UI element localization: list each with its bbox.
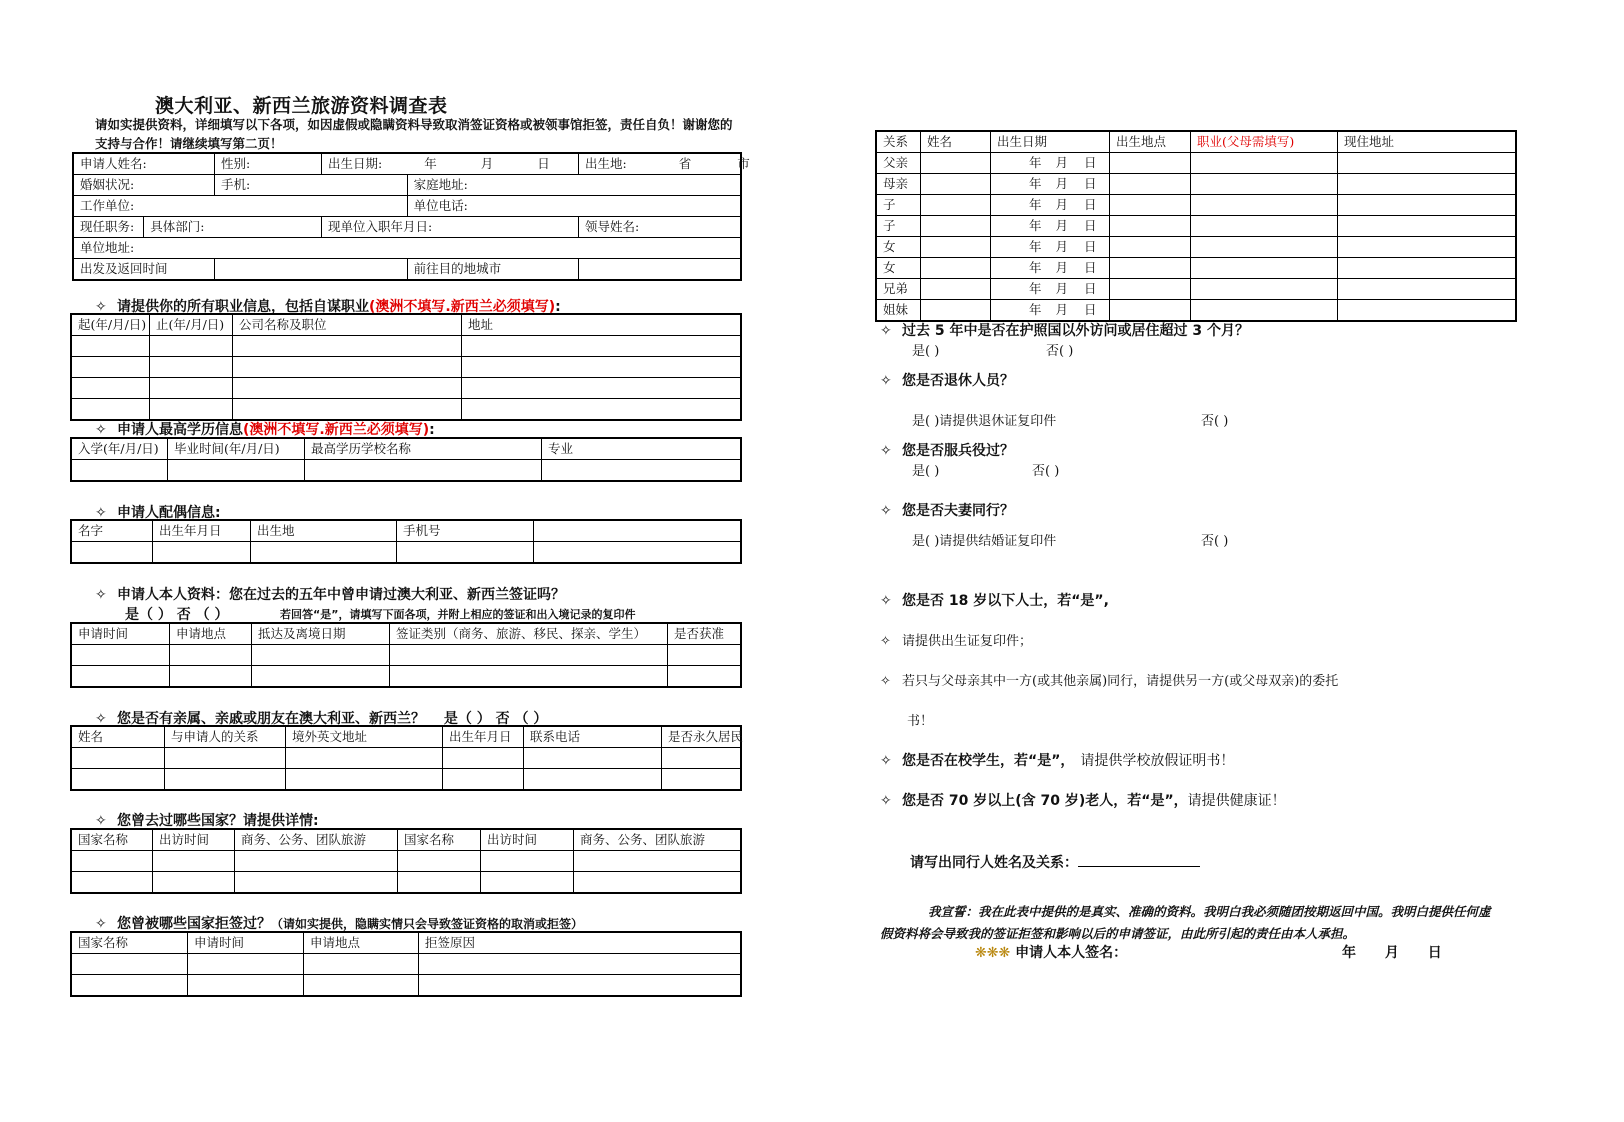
visa-history-table: [70, 622, 742, 688]
birthplace-field[interactable]: [579, 153, 750, 175]
table-row: [71, 542, 741, 564]
column-header: 是否获准: [668, 623, 742, 645]
signature-day: 日: [1427, 945, 1442, 961]
applicant-info-table: [72, 152, 750, 281]
column-header: 商务、公务、团队旅游: [235, 829, 398, 851]
bullet-icon: ✧: [95, 813, 107, 829]
column-header: 申请时间: [71, 623, 170, 645]
table-row: [71, 378, 741, 399]
table-row: [73, 153, 741, 175]
column-header: 境外英文地址: [286, 726, 443, 748]
spouse-travel-yes-option[interactable]: 是( )请提供结婚证复印件: [912, 534, 1057, 549]
page-title: 澳大利亚、新西兰旅游资料调查表: [155, 95, 448, 117]
column-header: 国家名称: [398, 829, 481, 851]
military-yes-option[interactable]: 是( ): [912, 464, 940, 479]
column-header: 国家名称: [71, 829, 153, 851]
notice-text: 请如实提供资料，详细填写以下各项，如因虚假或隐瞒资料导致取消签证资格或被领事馆拒签，责任自负！谢谢您的支持与合作！请继续填写第二页！: [95, 117, 733, 151]
question-military: ✧ 您是否服兵役过？: [880, 443, 1014, 459]
table-row: [73, 259, 741, 281]
destination-field[interactable]: [579, 259, 742, 281]
table-row: [73, 238, 741, 259]
table-row: [876, 279, 1516, 300]
column-header: 姓名: [71, 726, 165, 748]
travel-dates-field[interactable]: [215, 259, 408, 281]
table-row: [71, 645, 741, 666]
column-header: 申请地点: [170, 623, 252, 645]
city-label: 市: [737, 156, 750, 171]
column-header: 地址: [462, 314, 742, 336]
date-cell[interactable]: 年 月 日: [991, 300, 1110, 322]
column-header: 拒签原因: [419, 932, 742, 954]
table-row: [71, 520, 741, 542]
day-label: 日: [537, 156, 550, 171]
retired-yes-option[interactable]: 是( )请提供退休证复印件: [912, 414, 1057, 429]
destination-label: 前往目的地城市: [407, 259, 578, 281]
column-header: 申请地点: [304, 932, 419, 954]
column-header: 申请时间: [188, 932, 304, 954]
table-row: [73, 217, 741, 238]
table-row: [73, 196, 741, 217]
relatives-table: [70, 725, 742, 791]
countries-heading: ✧ 您曾去过哪些国家？请提供详情:: [95, 813, 319, 829]
table-row: [71, 932, 741, 954]
column-header: 姓名: [921, 131, 991, 153]
education-heading: ✧ 申请人最高学历信息(澳洲不填写.新西兰必须填写):: [95, 422, 435, 438]
companion-field[interactable]: [910, 852, 1200, 872]
bullet-icon: ✧: [880, 503, 892, 519]
column-header: 抵达及离境日期: [252, 623, 390, 645]
refused-heading: ✧ 您曾被哪些国家拒签过？（请如实提供，隐瞒实情只会导致签证资格的取消或拒签）: [95, 916, 584, 932]
table-row: [71, 975, 741, 997]
column-header: 出生年月日: [443, 726, 524, 748]
question-spouse-travel: ✧ 您是否夫妻同行？: [880, 503, 1014, 519]
table-row: [71, 872, 741, 894]
bullet-icon: ✧: [95, 422, 107, 438]
table-row: [71, 726, 741, 748]
employer-address-field[interactable]: 单位地址:: [73, 238, 741, 259]
visa-history-hint: 若回答“是”，请填写下面各项，并附上相应的签证和出入境记录的复印件: [280, 608, 636, 621]
table-row: [876, 174, 1516, 195]
date-cell[interactable]: 年 月 日: [991, 153, 1110, 174]
column-header: 名字: [71, 520, 153, 542]
birthdate-field[interactable]: [322, 153, 579, 175]
table-row: [876, 300, 1516, 322]
relation-label: 母亲: [876, 174, 921, 195]
bullet-icon: ✧: [880, 593, 892, 609]
spouse-travel-no-option[interactable]: 否( ): [1201, 534, 1229, 549]
relation-label: 女: [876, 237, 921, 258]
column-header: 出访时间: [481, 829, 574, 851]
bullet-icon: ✧: [95, 587, 107, 603]
question-retired: ✧ 您是否退休人员？: [880, 373, 1014, 389]
bullet-icon: ✧: [95, 916, 107, 932]
name-field[interactable]: 申请人姓名:: [73, 153, 215, 175]
marital-field[interactable]: 婚姻状况:: [73, 175, 215, 196]
date-cell[interactable]: 年 月 日: [991, 258, 1110, 279]
signature-year: 年: [1341, 945, 1356, 961]
column-header: 入学(年/月/日): [71, 438, 168, 460]
year-label: 年: [424, 156, 437, 171]
employer-phone-field[interactable]: 单位电话:: [407, 196, 741, 217]
home-address-field[interactable]: 家庭地址:: [407, 175, 741, 196]
position-field[interactable]: 现任职务:: [73, 217, 144, 238]
relatives-heading: ✧ 您是否有亲属、亲戚或朋友在澳大利亚、新西兰？ 是（ ） 否 （ ）: [95, 711, 548, 727]
column-header: 是否永久居民: [662, 726, 742, 748]
table-row: [876, 131, 1516, 153]
military-no-option[interactable]: 否( ): [1032, 464, 1060, 479]
table-row: [71, 399, 741, 421]
table-row: [73, 175, 741, 196]
under-18-consent-cont: 书！: [907, 714, 934, 729]
mobile-field[interactable]: 手机:: [215, 175, 408, 196]
table-row: [71, 336, 741, 357]
column-header: 出生地点: [1110, 131, 1191, 153]
companion-label: 请写出同行人姓名及关系：: [910, 855, 1078, 871]
question-student: ✧ 您是否在校学生，若“是”， 请提供学校放假证明书！: [880, 753, 1235, 769]
table-row: [71, 666, 741, 688]
travel-dates-label: 出发及返回时间: [73, 259, 215, 281]
column-header: 毕业时间(年/月/日): [168, 438, 305, 460]
relation-label: 父亲: [876, 153, 921, 174]
table-row: [71, 314, 741, 336]
employment-table: [70, 313, 742, 421]
column-header: 商务、公务、团队旅游: [574, 829, 742, 851]
column-header: 关系: [876, 131, 921, 153]
table-row: [876, 195, 1516, 216]
column-header: 现住地址: [1338, 131, 1517, 153]
family-table: [875, 130, 1517, 322]
bullet-icon: ✧: [95, 711, 107, 727]
date-cell[interactable]: 年 月 日: [991, 216, 1110, 237]
table-row: [71, 829, 741, 851]
birthplace-label: 出生地:: [585, 156, 627, 171]
spouse-table: [70, 519, 742, 564]
column-header: 手机号: [397, 520, 534, 542]
column-header: 专业: [542, 438, 742, 460]
declaration-text: 我宣誓：我在此表中提供的是真实、准确的资料。我明白我必须随团按期返回中国。我明白提供任何虚假资料将会导致我的签证拒签和影响以后的申请签证，由此所引起的责任由本人承担。: [880, 904, 1491, 941]
signature-line[interactable]: [975, 942, 1442, 962]
overseas-yes-option[interactable]: 是( ): [912, 344, 940, 359]
countries-table: [70, 828, 742, 894]
table-row: [71, 748, 741, 769]
overseas-no-option[interactable]: 否( ): [1046, 344, 1074, 359]
retired-no-option[interactable]: 否( ): [1201, 414, 1229, 429]
under-18-birth-cert: ✧ 请提供出生证复印件；: [880, 634, 1033, 649]
education-table: [70, 437, 742, 482]
bullet-icon: ✧: [95, 299, 107, 315]
table-row: [876, 237, 1516, 258]
bullet-icon: ✧: [880, 674, 891, 689]
spouse-heading: ✧ 申请人配偶信息:: [95, 505, 221, 521]
table-row: [71, 954, 741, 975]
date-cell[interactable]: 年 月 日: [991, 279, 1110, 300]
hire-date-field[interactable]: 现单位入职年月日:: [322, 217, 579, 238]
visa-history-yesno[interactable]: 是（ ） 否 （ ）: [125, 607, 229, 623]
date-cell[interactable]: 年 月 日: [991, 237, 1110, 258]
date-cell[interactable]: 年 月 日: [991, 174, 1110, 195]
birthdate-label: 出生日期:: [328, 156, 383, 171]
relation-label: 子: [876, 195, 921, 216]
column-header: 国家名称: [71, 932, 188, 954]
month-label: 月: [480, 156, 494, 171]
companion-line[interactable]: [1078, 852, 1200, 867]
bullet-icon: ✧: [880, 753, 892, 769]
column-header: 与申请人的关系: [165, 726, 286, 748]
bullet-icon: ✧: [880, 443, 892, 459]
table-row: [71, 460, 741, 482]
bullet-icon: ✧: [880, 373, 892, 389]
question-over-70: ✧ 您是否 70 岁以上(含 70 岁)老人，若“是”，请提供健康证！: [880, 793, 1286, 809]
table-row: [71, 851, 741, 872]
table-row: [876, 258, 1516, 279]
column-header: 出生地: [251, 520, 397, 542]
refused-table: [70, 931, 742, 997]
column-header: 出生日期: [991, 131, 1110, 153]
column-header: 起(年/月/日): [71, 314, 150, 336]
employment-heading: ✧ 请提供你的所有职业信息，包括自谋职业(澳洲不填写.新西兰必须填写):: [95, 299, 561, 315]
relation-label: 兄弟: [876, 279, 921, 300]
column-header: 公司名称及职位: [233, 314, 462, 336]
relation-label: 子: [876, 216, 921, 237]
relation-label: 女: [876, 258, 921, 279]
date-cell[interactable]: 年 月 日: [991, 195, 1110, 216]
bullet-icon: ✧: [880, 793, 892, 809]
department-field[interactable]: 具体部门:: [144, 217, 322, 238]
column-header: 出生年月日: [153, 520, 251, 542]
table-row: [71, 623, 741, 645]
table-row: [876, 216, 1516, 237]
relatives-yesno[interactable]: 是（ ） 否 （ ）: [443, 711, 548, 727]
star-icon: ❋❋❋: [975, 945, 1011, 961]
bullet-icon: ✧: [95, 505, 107, 521]
employer-field[interactable]: 工作单位:: [73, 196, 407, 217]
table-row: [876, 153, 1516, 174]
question-under-18: ✧ 您是否 18 岁以下人士，若“是”,: [880, 593, 1109, 609]
table-row: [71, 438, 741, 460]
under-18-consent: ✧ 若只与父母亲其中一方(或其他亲属)同行，请提供另一方(或父母双亲)的委托: [880, 674, 1339, 689]
relation-label: 姐妹: [876, 300, 921, 322]
signature-label: 申请人本人签名：: [1015, 945, 1128, 961]
column-header: 最高学历学校名称: [305, 438, 542, 460]
gender-field[interactable]: 性别:: [215, 153, 322, 175]
visa-history-heading: ✧ 申请人本人资料：您在过去的五年中曾申请过澳大利亚、新西兰签证吗？: [95, 587, 565, 603]
table-row: [71, 769, 741, 791]
province-label: 省: [678, 156, 692, 171]
bullet-icon: ✧: [880, 634, 891, 649]
column-header: 出访时间: [153, 829, 235, 851]
bullet-icon: ✧: [880, 323, 892, 339]
leader-name-field[interactable]: 领导姓名:: [579, 217, 742, 238]
column-header: 联系电话: [524, 726, 662, 748]
signature-month: 月: [1384, 945, 1399, 961]
column-header: 职业(父母需填写): [1191, 131, 1338, 153]
table-row: [71, 357, 741, 378]
column-header: 止(年/月/日): [150, 314, 233, 336]
question-overseas-stay: ✧ 过去 5 年中是否在护照国以外访问或居住超过 3 个月？: [880, 323, 1249, 339]
column-header: 签证类别（商务、旅游、移民、探亲、学生）: [390, 623, 668, 645]
